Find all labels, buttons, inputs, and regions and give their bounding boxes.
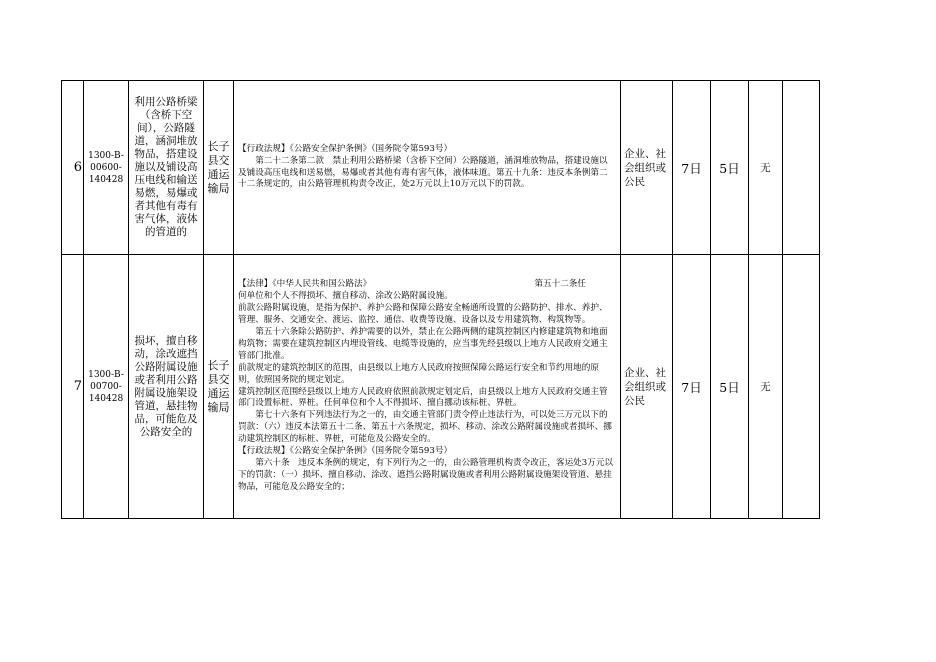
empty-cell	[783, 81, 820, 255]
table-row	[62, 81, 820, 255]
empty-cell	[783, 255, 820, 519]
basis-paragraph: 建筑控制区范围经县级以上地方人民政府依照前款规定划定后，由县级以上地方人民政府交通主管部门设置标桩、界桩。任何单位和个人不得损坏、擅自挪动该标桩、界桩。	[238, 386, 608, 409]
permit-table	[61, 80, 820, 519]
promised-time-limit: 5日	[711, 255, 749, 519]
table-row	[62, 255, 820, 519]
basis-paragraph: 第五十六条除公路防护、养护需要的以外，禁止在公路两侧的建筑控制区内修建建筑物和地面构筑物；需要在建筑控制区内埋设管线、电缆等设施的，应当事先经县级以上地方人民政府交通主管部门批准。	[238, 326, 608, 361]
legal-basis	[234, 81, 621, 255]
applicant-subject: 企业、社会组织或公民	[621, 255, 673, 519]
row-number: 6	[62, 81, 84, 255]
department: 长子县交通运输局	[204, 81, 234, 255]
basis-paragraph: 【行政法规】《公路安全保护条例》（国务院令第593号）	[238, 143, 453, 154]
promised-time-limit: 5日	[711, 81, 749, 255]
item-name: 利用公路桥梁（含桥下空间），公路隧道，涵洞堆放物品，搭建设施以及铺设高压电线和输送易燃，易爆或者其他有毒有害气体，液体的管道的	[129, 81, 204, 255]
legal-time-limit: 7日	[673, 255, 711, 519]
department: 长子县交通运输局	[204, 255, 234, 519]
legal-basis	[234, 255, 621, 519]
item-code: 1300-B-00700-140428	[84, 255, 129, 519]
item-code: 1300-B-00600-140428	[84, 81, 129, 255]
applicant-subject: 企业、社会组织或公民	[621, 81, 673, 255]
basis-paragraph: 第六十条 违反本条例的规定，有下列行为之一的，由公路管理机构责令改正，客运处3万元以下的罚款：（一）损坏、擅自移动、涂改、遮挡公路附属设施或者利用公路附属设施架设管道、悬挂物品，可能危及公路安全的；	[238, 457, 614, 492]
legal-time-limit: 7日	[673, 81, 711, 255]
basis-paragraph: 【行政法规】《公路安全保护条例》（国务院令第593号）	[238, 446, 453, 457]
fee: 无	[749, 81, 783, 255]
basis-heading: 第五十二条任 【法律】《中华人民共和国公路法》	[238, 279, 586, 290]
fee: 无	[749, 255, 783, 519]
basis-paragraph: 前款公路附属设施，是指为保护、养护公路和保障公路安全畅通所设置的公路防护、排水、养护、管理、服务、交通安全、渡运、监控、通信、收费等设施、设备以及专用建筑物、构筑物等。	[238, 303, 608, 326]
row-number: 7	[62, 255, 84, 519]
item-name: 损坏，擅自移动，涂改遮挡公路附属设施或者利用公路附属设施架设管道，悬挂物品，可能危及公路安全的	[129, 255, 204, 519]
basis-paragraph: 第二十二条第二款 禁止利用公路桥梁（含桥下空间）公路隧道，涵洞堆放物品，搭建设施以及铺设高压电线和送易燃，易爆或者其他有毒有害气体，液体味道。第五十九条：违反本条例第二十二条规定的，由公路管理机构责令改正，处2万元以上10万元以下的罚款。	[238, 155, 608, 190]
basis-paragraph: 第七十六条有下列违法行为之一的，由交通主管部门责令停止违法行为，可以处三万元以下的罚款：（六）违反本法第五十二条、第五十六条规定，损坏、移动、涂改公路附属设施或者损坏、挪动建筑控制区的标桩、界桩，可能危及公路安全的。	[238, 410, 612, 445]
basis-paragraph: 前款规定的建筑控制区的范围，由县级以上地方人民政府按照保障公路运行安全和节约用地的原则，依照国务院的规定划定。	[238, 362, 599, 385]
basis-paragraph: 何单位和个人不得损坏、擅自移动、涂改公路附属设施。	[238, 291, 453, 302]
